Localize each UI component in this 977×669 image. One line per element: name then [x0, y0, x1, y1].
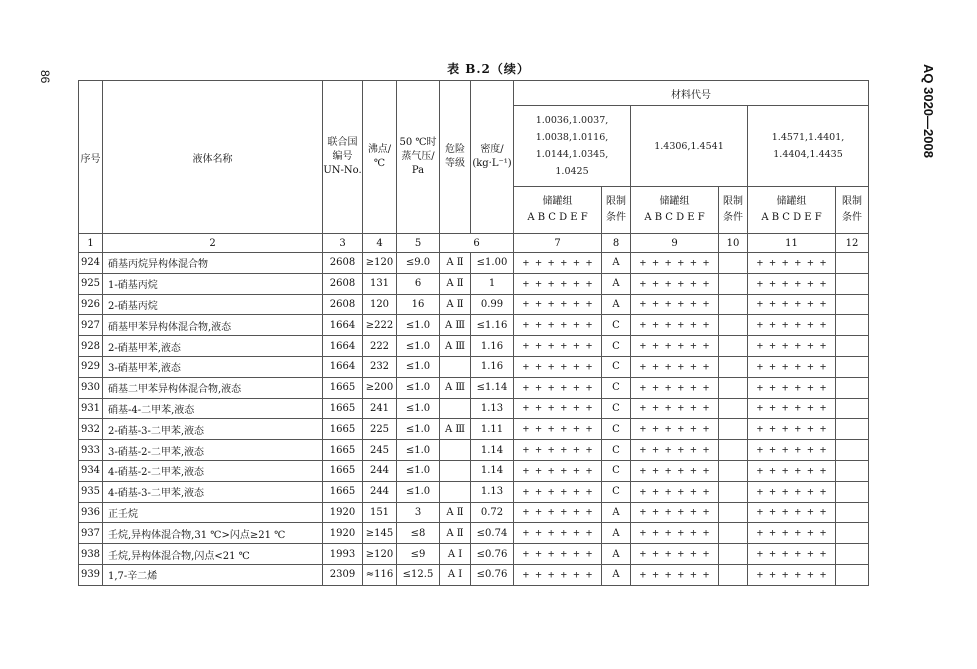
restriction-2-cell [719, 356, 748, 377]
vapor-pressure-cell: ≤1.0 [397, 315, 440, 336]
boiling-point-cell: ≥222 [363, 315, 397, 336]
name-cell: 壬烷,异构体混合物,31 ℃>闪点≥21 ℃ [103, 523, 323, 544]
tank-group-1-cell: + + + + + + [514, 253, 602, 274]
restriction-2-cell [719, 481, 748, 502]
restriction-2-cell [719, 523, 748, 544]
restriction-2-cell [719, 419, 748, 440]
header-restriction-1: 限制 条件 [602, 187, 631, 234]
restriction-3-cell [836, 336, 869, 357]
un-number-cell: 1920 [323, 523, 363, 544]
header-tank-group-2: 储罐组 A B C D E F [631, 187, 719, 234]
tank-group-2-cell: + + + + + + [631, 253, 719, 274]
restriction-2-cell [719, 398, 748, 419]
name-cell: 4-硝基-2-二甲苯,液态 [103, 460, 323, 481]
un-number-cell: 1664 [323, 315, 363, 336]
vapor-pressure-cell: ≤9.0 [397, 253, 440, 274]
hazard-cell: A Ⅰ [440, 564, 471, 585]
liquid-materials-table [78, 80, 869, 586]
tank-group-3-cell: + + + + + + [748, 336, 836, 357]
un-number-cell: 1664 [323, 336, 363, 357]
tank-group-3-cell: + + + + + + [748, 544, 836, 565]
table-row [79, 294, 869, 315]
un-number-cell: 2309 [323, 564, 363, 585]
tank-group-1-cell: + + + + + + [514, 460, 602, 481]
restriction-3-cell [836, 294, 869, 315]
restriction-1-cell: A [602, 253, 631, 274]
col-number: 8 [602, 234, 631, 253]
boiling-point-cell: 241 [363, 398, 397, 419]
un-number-cell: 1665 [323, 440, 363, 461]
tank-group-3-cell: + + + + + + [748, 315, 836, 336]
density-cell: 1.11 [471, 419, 514, 440]
boiling-point-cell: 222 [363, 336, 397, 357]
seq-cell: 938 [79, 544, 103, 565]
name-cell: 4-硝基-3-二甲苯,液态 [103, 481, 323, 502]
restriction-3-cell [836, 544, 869, 565]
boiling-point-cell: 225 [363, 419, 397, 440]
restriction-1-cell: C [602, 315, 631, 336]
un-number-cell: 1993 [323, 544, 363, 565]
tank-group-1-cell: + + + + + + [514, 502, 602, 523]
standard-code: AQ 3020—2008 [921, 64, 936, 158]
restriction-3-cell [836, 481, 869, 502]
tank-group-3-cell: + + + + + + [748, 440, 836, 461]
seq-cell: 931 [79, 398, 103, 419]
tank-group-2-cell: + + + + + + [631, 440, 719, 461]
header-material-group-3: 1.4571,1.4401, 1.4404,1.4435 [748, 106, 869, 187]
hazard-cell [440, 398, 471, 419]
density-cell: 0.99 [471, 294, 514, 315]
tank-group-3-cell: + + + + + + [748, 377, 836, 398]
vapor-pressure-cell: ≤12.5 [397, 564, 440, 585]
vapor-pressure-cell: ≤1.0 [397, 419, 440, 440]
hazard-cell: A Ⅰ [440, 544, 471, 565]
restriction-1-cell: C [602, 460, 631, 481]
un-number-cell: 1665 [323, 460, 363, 481]
tank-group-2-cell: + + + + + + [631, 294, 719, 315]
hazard-cell [440, 356, 471, 377]
tank-group-2-cell: + + + + + + [631, 502, 719, 523]
density-cell: ≤1.00 [471, 253, 514, 274]
restriction-3-cell [836, 273, 869, 294]
density-cell: 0.72 [471, 502, 514, 523]
header-boiling-point: 沸点/ ℃ [363, 81, 397, 234]
vapor-pressure-cell: ≤1.0 [397, 398, 440, 419]
density-cell: 1.13 [471, 398, 514, 419]
table-row [79, 398, 869, 419]
column-number-row [79, 234, 869, 253]
tank-group-1-cell: + + + + + + [514, 564, 602, 585]
name-cell: 壬烷,异构体混合物,闪点<21 ℃ [103, 544, 323, 565]
tank-group-2-cell: + + + + + + [631, 273, 719, 294]
vapor-pressure-cell: 16 [397, 294, 440, 315]
tank-group-3-cell: + + + + + + [748, 481, 836, 502]
restriction-3-cell [836, 398, 869, 419]
header-material-code: 材料代号 [514, 81, 869, 106]
un-number-cell: 1665 [323, 481, 363, 502]
name-cell: 硝基-4-二甲苯,液态 [103, 398, 323, 419]
restriction-3-cell [836, 356, 869, 377]
hazard-cell: A Ⅱ [440, 523, 471, 544]
restriction-2-cell [719, 253, 748, 274]
restriction-2-cell [719, 336, 748, 357]
un-number-cell: 1665 [323, 398, 363, 419]
seq-cell: 939 [79, 564, 103, 585]
density-cell: ≤1.16 [471, 315, 514, 336]
tank-group-2-cell: + + + + + + [631, 377, 719, 398]
tank-group-2-cell: + + + + + + [631, 398, 719, 419]
tank-group-2-cell: + + + + + + [631, 544, 719, 565]
boiling-point-cell: ≥200 [363, 377, 397, 398]
density-cell: ≤0.76 [471, 564, 514, 585]
un-number-cell: 2608 [323, 294, 363, 315]
tank-group-3-cell: + + + + + + [748, 502, 836, 523]
header-material-group-2: 1.4306,1.4541 [631, 106, 748, 187]
density-cell: 1 [471, 273, 514, 294]
hazard-cell: A Ⅲ [440, 419, 471, 440]
col-number: 7 [514, 234, 602, 253]
density-cell: 1.13 [471, 481, 514, 502]
tank-group-1-cell: + + + + + + [514, 315, 602, 336]
name-cell: 3-硝基甲苯,液态 [103, 356, 323, 377]
table-title: 表 B.2（续） [447, 62, 530, 76]
seq-cell: 935 [79, 481, 103, 502]
seq-cell: 927 [79, 315, 103, 336]
boiling-point-cell: 244 [363, 481, 397, 502]
restriction-2-cell [719, 294, 748, 315]
boiling-point-cell: 232 [363, 356, 397, 377]
tank-group-3-cell: + + + + + + [748, 253, 836, 274]
hazard-cell: A Ⅱ [440, 502, 471, 523]
density-cell: 1.16 [471, 336, 514, 357]
un-number-cell: 2608 [323, 273, 363, 294]
tank-group-2-cell: + + + + + + [631, 356, 719, 377]
name-cell: 1-硝基丙烷 [103, 273, 323, 294]
density-cell: ≤0.74 [471, 523, 514, 544]
boiling-point-cell: 151 [363, 502, 397, 523]
restriction-3-cell [836, 377, 869, 398]
header-density: 密度/ (kg·L⁻¹) [471, 81, 514, 234]
header-restriction-2: 限制 条件 [719, 187, 748, 234]
tank-group-3-cell: + + + + + + [748, 356, 836, 377]
tank-group-2-cell: + + + + + + [631, 419, 719, 440]
seq-cell: 936 [79, 502, 103, 523]
restriction-3-cell [836, 523, 869, 544]
restriction-2-cell [719, 502, 748, 523]
boiling-point-cell: 244 [363, 460, 397, 481]
name-cell: 2-硝基-3-二甲苯,液态 [103, 419, 323, 440]
un-number-cell: 2608 [323, 253, 363, 274]
table-row [79, 336, 869, 357]
restriction-1-cell: A [602, 544, 631, 565]
restriction-3-cell [836, 419, 869, 440]
header-seq: 序号 [79, 81, 103, 234]
restriction-1-cell: C [602, 356, 631, 377]
table-row [79, 273, 869, 294]
hazard-cell: A Ⅲ [440, 377, 471, 398]
table-row [79, 253, 869, 274]
tank-group-1-cell: + + + + + + [514, 544, 602, 565]
header-material-group-1: 1.0036,1.0037, 1.0038,1.0116, 1.0144,1.0345, 1.0425 [514, 106, 631, 187]
restriction-1-cell: C [602, 377, 631, 398]
seq-cell: 928 [79, 336, 103, 357]
seq-cell: 926 [79, 294, 103, 315]
restriction-1-cell: A [602, 523, 631, 544]
name-cell: 正壬烷 [103, 502, 323, 523]
restriction-1-cell: A [602, 294, 631, 315]
density-cell: 1.14 [471, 460, 514, 481]
tank-group-1-cell: + + + + + + [514, 419, 602, 440]
tank-group-3-cell: + + + + + + [748, 398, 836, 419]
col-number: 4 [363, 234, 397, 253]
tank-group-3-cell: + + + + + + [748, 273, 836, 294]
vapor-pressure-cell: ≤1.0 [397, 336, 440, 357]
restriction-2-cell [719, 564, 748, 585]
seq-cell: 930 [79, 377, 103, 398]
col-number: 12 [836, 234, 869, 253]
restriction-3-cell [836, 564, 869, 585]
boiling-point-cell: ≈116 [363, 564, 397, 585]
restriction-3-cell [836, 315, 869, 336]
name-cell: 1,7-辛二烯 [103, 564, 323, 585]
tank-group-2-cell: + + + + + + [631, 523, 719, 544]
col-number: 6 [440, 234, 514, 253]
restriction-3-cell [836, 460, 869, 481]
tank-group-3-cell: + + + + + + [748, 523, 836, 544]
vapor-pressure-cell: ≤1.0 [397, 377, 440, 398]
density-cell: 1.16 [471, 356, 514, 377]
name-cell: 硝基甲苯异构体混合物,液态 [103, 315, 323, 336]
col-number: 1 [79, 234, 103, 253]
col-number: 5 [397, 234, 440, 253]
header-tank-group-1: 储罐组 A B C D E F [514, 187, 602, 234]
restriction-1-cell: C [602, 419, 631, 440]
hazard-cell: A Ⅱ [440, 294, 471, 315]
restriction-2-cell [719, 544, 748, 565]
hazard-cell: A Ⅲ [440, 315, 471, 336]
restriction-3-cell [836, 502, 869, 523]
vapor-pressure-cell: ≤1.0 [397, 356, 440, 377]
un-number-cell: 1920 [323, 502, 363, 523]
vapor-pressure-cell: 6 [397, 273, 440, 294]
tank-group-1-cell: + + + + + + [514, 336, 602, 357]
hazard-cell: A Ⅲ [440, 336, 471, 357]
seq-cell: 925 [79, 273, 103, 294]
hazard-cell [440, 460, 471, 481]
table-row [79, 460, 869, 481]
boiling-point-cell: 120 [363, 294, 397, 315]
boiling-point-cell: 131 [363, 273, 397, 294]
hazard-cell [440, 440, 471, 461]
table-row [79, 544, 869, 565]
tank-group-2-cell: + + + + + + [631, 460, 719, 481]
tank-group-1-cell: + + + + + + [514, 356, 602, 377]
name-cell: 硝基二甲苯异构体混合物,液态 [103, 377, 323, 398]
vapor-pressure-cell: ≤9 [397, 544, 440, 565]
restriction-3-cell [836, 253, 869, 274]
vapor-pressure-cell: ≤1.0 [397, 440, 440, 461]
hazard-cell: A Ⅱ [440, 273, 471, 294]
restriction-3-cell [836, 440, 869, 461]
name-cell: 3-硝基-2-二甲苯,液态 [103, 440, 323, 461]
table-row [79, 564, 869, 585]
restriction-1-cell: C [602, 481, 631, 502]
tank-group-3-cell: + + + + + + [748, 460, 836, 481]
name-cell: 2-硝基甲苯,液态 [103, 336, 323, 357]
seq-cell: 933 [79, 440, 103, 461]
tank-group-1-cell: + + + + + + [514, 523, 602, 544]
vapor-pressure-cell: ≤8 [397, 523, 440, 544]
header-name: 液体名称 [103, 81, 323, 234]
seq-cell: 937 [79, 523, 103, 544]
tank-group-1-cell: + + + + + + [514, 294, 602, 315]
header-hazard-class: 危险 等级 [440, 81, 471, 234]
restriction-2-cell [719, 377, 748, 398]
table-row [79, 315, 869, 336]
seq-cell: 929 [79, 356, 103, 377]
restriction-1-cell: A [602, 502, 631, 523]
tank-group-2-cell: + + + + + + [631, 336, 719, 357]
hazard-cell [440, 481, 471, 502]
col-number: 10 [719, 234, 748, 253]
header-un-number: 联合国 编号 UN-No. [323, 81, 363, 234]
tank-group-3-cell: + + + + + + [748, 564, 836, 585]
vapor-pressure-cell: ≤1.0 [397, 460, 440, 481]
restriction-1-cell: A [602, 273, 631, 294]
page-number: 86 [38, 70, 52, 84]
restriction-2-cell [719, 273, 748, 294]
tank-group-2-cell: + + + + + + [631, 564, 719, 585]
col-number: 3 [323, 234, 363, 253]
table-row [79, 356, 869, 377]
un-number-cell: 1664 [323, 356, 363, 377]
col-number: 9 [631, 234, 719, 253]
density-cell: ≤1.14 [471, 377, 514, 398]
table-row [79, 523, 869, 544]
un-number-cell: 1665 [323, 419, 363, 440]
restriction-2-cell [719, 440, 748, 461]
boiling-point-cell: ≥120 [363, 253, 397, 274]
tank-group-2-cell: + + + + + + [631, 315, 719, 336]
name-cell: 硝基丙烷异构体混合物 [103, 253, 323, 274]
tank-group-3-cell: + + + + + + [748, 294, 836, 315]
tank-group-1-cell: + + + + + + [514, 481, 602, 502]
density-cell: 1.14 [471, 440, 514, 461]
col-number: 2 [103, 234, 323, 253]
boiling-point-cell: 245 [363, 440, 397, 461]
tank-group-1-cell: + + + + + + [514, 398, 602, 419]
un-number-cell: 1665 [323, 377, 363, 398]
table-row [79, 377, 869, 398]
col-number: 11 [748, 234, 836, 253]
seq-cell: 934 [79, 460, 103, 481]
header-restriction-3: 限制 条件 [836, 187, 869, 234]
restriction-2-cell [719, 460, 748, 481]
tank-group-1-cell: + + + + + + [514, 377, 602, 398]
restriction-1-cell: C [602, 336, 631, 357]
tank-group-3-cell: + + + + + + [748, 419, 836, 440]
density-cell: ≤0.76 [471, 544, 514, 565]
boiling-point-cell: ≥145 [363, 523, 397, 544]
table-row [79, 419, 869, 440]
header-vapor-pressure: 50 ℃时 蒸气压/ Pa [397, 81, 440, 234]
hazard-cell: A Ⅱ [440, 253, 471, 274]
boiling-point-cell: ≥120 [363, 544, 397, 565]
tank-group-1-cell: + + + + + + [514, 440, 602, 461]
tank-group-1-cell: + + + + + + [514, 273, 602, 294]
restriction-1-cell: C [602, 398, 631, 419]
name-cell: 2-硝基丙烷 [103, 294, 323, 315]
vapor-pressure-cell: 3 [397, 502, 440, 523]
restriction-1-cell: A [602, 564, 631, 585]
table-row [79, 502, 869, 523]
vapor-pressure-cell: ≤1.0 [397, 481, 440, 502]
restriction-2-cell [719, 315, 748, 336]
tank-group-2-cell: + + + + + + [631, 481, 719, 502]
header-tank-group-3: 储罐组 A B C D E F [748, 187, 836, 234]
seq-cell: 932 [79, 419, 103, 440]
table-row [79, 440, 869, 461]
table-row [79, 481, 869, 502]
restriction-1-cell: C [602, 440, 631, 461]
seq-cell: 924 [79, 253, 103, 274]
